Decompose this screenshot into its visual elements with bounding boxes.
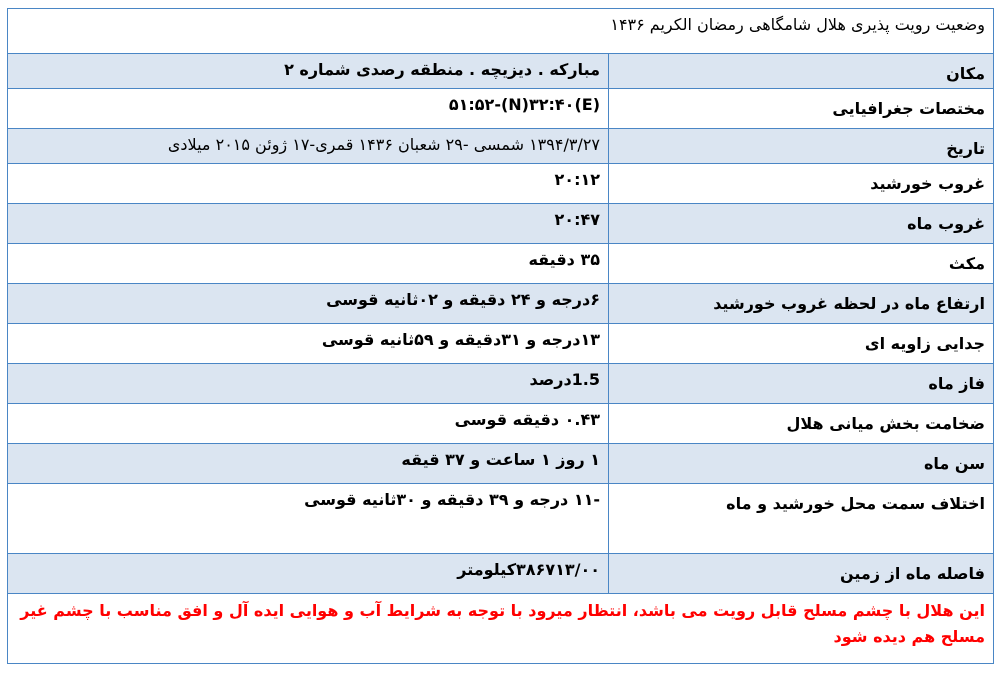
row-value: ۳۸۶۷۱۳/۰۰کیلومتر bbox=[8, 554, 609, 594]
row-label: غروب خورشید bbox=[609, 164, 994, 204]
row-label: مکان bbox=[609, 54, 994, 89]
row-value: ۲۰:۱۲ bbox=[8, 164, 609, 204]
table-row bbox=[8, 89, 994, 129]
row-value: مبارکه . دیزیچه . منطقه رصدی شماره ۲ bbox=[8, 54, 609, 89]
row-label: غروب ماه bbox=[609, 204, 994, 244]
row-value: -۱۱ درجه و ۳۹ دقیقه و ۳۰ثانیه قوسی bbox=[8, 484, 609, 554]
visibility-table bbox=[7, 8, 994, 664]
row-value: ۱ روز ۱ ساعت و ۳۷ قیقه bbox=[8, 444, 609, 484]
table-row bbox=[8, 404, 994, 444]
row-value: ۱۳۹۴/۳/۲۷ شمسی -۲۹ شعبان ۱۴۳۶ قمری-۱۷ ژوئن ۲۰۱۵ میلادی bbox=[8, 129, 609, 164]
row-value: 1.5درصد bbox=[8, 364, 609, 404]
table-title: وضعیت رویت پذیری هلال شامگاهی رمضان الکریم ۱۴۳۶ bbox=[8, 9, 994, 54]
row-label: مختصات جغرافیایی bbox=[609, 89, 994, 129]
row-label: فاز ماه bbox=[609, 364, 994, 404]
row-label: سن ماه bbox=[609, 444, 994, 484]
table-row bbox=[8, 204, 994, 244]
row-value: ۲۰:۴۷ bbox=[8, 204, 609, 244]
table-row bbox=[8, 54, 994, 89]
table-row bbox=[8, 554, 994, 594]
table-row bbox=[8, 324, 994, 364]
moon-visibility-document bbox=[8, 8, 994, 664]
table-row bbox=[8, 444, 994, 484]
row-label: تاریخ bbox=[609, 129, 994, 164]
row-label: اختلاف سمت محل خورشید و ماه bbox=[609, 484, 994, 554]
table-row bbox=[8, 244, 994, 284]
row-value: (E)۵۱:۵۲-(N)۳۲:۴۰ bbox=[8, 89, 609, 129]
row-label: جدایی زاویه ای bbox=[609, 324, 994, 364]
row-value: ۱۳درجه و ۳۱دقیقه و ۵۹ثانیه قوسی bbox=[8, 324, 609, 364]
table-row bbox=[8, 284, 994, 324]
row-value: ۳۵ دقیقه bbox=[8, 244, 609, 284]
row-label: مکث bbox=[609, 244, 994, 284]
row-label: فاصله ماه از زمین bbox=[609, 554, 994, 594]
table-row bbox=[8, 129, 994, 164]
table-row bbox=[8, 164, 994, 204]
table-row bbox=[8, 364, 994, 404]
row-label: ضخامت بخش میانی هلال bbox=[609, 404, 994, 444]
row-value: ۶درجه و ۲۴ دقیقه و ۰۲ثانیه قوسی bbox=[8, 284, 609, 324]
row-label: ارتفاع ماه در لحظه غروب خورشید bbox=[609, 284, 994, 324]
table-row bbox=[8, 484, 994, 554]
visibility-note: این هلال با چشم مسلح قابل رویت می باشد، انتظار میرود با توجه به شرایط آب و هوایی ایده آل و افق مناسب با چشم غیر مسلح هم دیده شود bbox=[8, 594, 994, 664]
row-value: ۰.۴۳ دقیقه قوسی bbox=[8, 404, 609, 444]
